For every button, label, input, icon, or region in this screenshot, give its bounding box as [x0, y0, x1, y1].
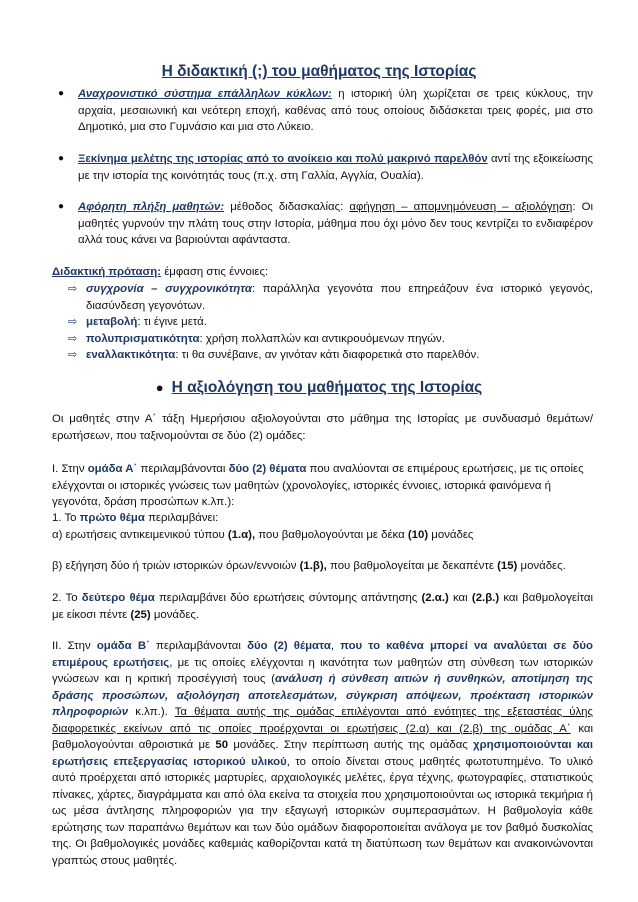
bullet-dot-icon: ● — [58, 88, 65, 99]
bullet-item-2 — [52, 151, 593, 184]
text-span: , το οποίο δίνεται στους μαθητές φωτοτυπημένο. Το υλικό αυτό προέρχεται από ιστορικές μαρτυρίες, αρχαιολογικές μελέτες, έργα τέχνης, φωτογραφίες, στατιστικούς πίνακες, χάρτες, διαγράμματα και από όλα εκείνα τα στοιχεία που χρησιμοποιούνται ως ιστορικά τεκμήρια ή ως μέσα άντλησης πληροφοριών για την εξαγωγή ιστορικών συμπερασμάτων. Η βαθμολογία κάθε ερώτησης των παραπάνω θεμάτων και των δύο ομάδων διαφοροποιείται ανάλογα με τον βαθμό δυσκολίας της. Οι βαθμολογικές μονάδες καθεμιάς καθορίζονται κατά τη διατύπωση των θεμάτων και ανακοινώνονται γραπτώς στους μαθητές. — [52, 755, 593, 867]
intro-paragraph: Οι μαθητές στην Α΄ τάξη Ημερήσιου αξιολογούνται στο μάθημα της Ιστορίας με συνδυασμό θεμάτων/ερωτήσεων, που ταξινομούνται σε δύο (2) ομάδες: — [52, 413, 593, 442]
text-span: περιλαμβάνει δύο ερωτήσεις σύντομης απάντησης — [154, 592, 422, 604]
text-span: Ι. Στην — [52, 463, 88, 475]
arrow-right-icon: ⇨ — [68, 283, 78, 295]
bullet-lead: Αφόρητη πλήξη μαθητών: — [78, 201, 225, 213]
concept-term: εναλλακτικότητα — [86, 349, 176, 361]
bullet-lead: Ξεκίνημα μελέτης της ιστορίας από το ανοίκειο και πολύ μακρινό παρελθόν — [78, 153, 488, 165]
group-a-item-2 — [52, 590, 593, 623]
group-b-paragraph — [52, 638, 593, 869]
arrow-right-icon: ⇨ — [68, 316, 78, 328]
text-span: (25) — [130, 608, 151, 621]
text-span: β) εξήγηση δύο ή τριών ιστορικών όρων/εννοιών — [52, 560, 300, 572]
group-a-item-1a — [52, 527, 593, 544]
text-span: μονάδες. Στην περίπτωση αυτής της ομάδας — [228, 739, 474, 751]
concept-text: : τι θα συνέβαινε, αν γινόταν κάτι διαφορετικά στο παρελθόν. — [175, 349, 480, 361]
text-span: (10) — [407, 529, 429, 541]
text-span: δύο (2) θέματα — [247, 640, 331, 652]
bullet-underlined-text: αφήγηση – απομνημόνευση – αξιολόγηση — [349, 201, 573, 213]
text-span: και — [448, 592, 472, 604]
bullet-item-1 — [52, 86, 593, 136]
text-span: περιλαμβάνονται — [137, 463, 229, 475]
text-span: (2.α.) — [421, 592, 449, 604]
bullet-dot-icon: ● — [58, 153, 65, 164]
text-span: δύο (2) θέματα — [228, 463, 307, 475]
concept-item-2 — [68, 314, 593, 331]
text-span: , — [330, 640, 341, 652]
text-span: ΙΙ. Στην — [52, 640, 97, 652]
text-span: που το καθένα μπορεί να αναλύεται σε δύο επιμέρους ερωτήσεις — [52, 640, 593, 669]
concept-item-1 — [68, 281, 593, 314]
group-b-label: ομάδα Β΄ — [96, 640, 150, 652]
text-span: πρώτο θέμα — [79, 512, 145, 524]
text-span: 1. Το — [52, 512, 80, 524]
text-span: 50 — [215, 739, 229, 751]
text-span: 2. Το — [52, 592, 82, 604]
text-span: περιλαμβάνονται — [149, 640, 248, 652]
bullet-item-3 — [52, 199, 593, 249]
text-span: που βαθμολογείται με δεκαπέντε — [326, 560, 498, 572]
bullet-text: η ιστορική ύλη χωρίζεται σε τρεις κύκλους, την αρχαία, μεσαιωνική και νεότερη εποχή, καθένας από τους οποίους διδάσκεται τρεις φορές, μια στο Δημοτικό, μια στο Γυμνάσιο και μια στο Λύκειο. — [78, 88, 593, 133]
text-span: που αναλύονται σε επιμέρους ερωτήσεις, με τις οποίες ελέγχονται οι ιστορικές γνώσεις των μαθητών (χρονολογίες, ιστορικές έννοιες, ιστορικά φαινόμενα ή γεγονότα, δράση προσώπων κ.λπ.): — [52, 463, 584, 508]
group-a-paragraph — [52, 461, 593, 511]
group-a-label: ομάδα Α΄ — [87, 463, 138, 475]
text-span: (1.α), — [227, 529, 256, 541]
text-span: που βαθμολογούνται με δέκα — [255, 529, 408, 541]
text-span: κ.λπ.). — [128, 706, 175, 718]
bullet-text: μέθοδος διδασκαλίας: — [224, 201, 350, 213]
text-span: και βαθμολογούνται αθροιστικά με — [52, 722, 593, 751]
group-a-item-1b — [52, 558, 593, 575]
text-span: μονάδες. — [517, 560, 566, 572]
bullet-dot-icon: ● — [155, 380, 164, 395]
concept-item-3 — [68, 331, 593, 348]
proposal-text: έμφαση στις έννοιες: — [161, 266, 269, 278]
text-span: (1.β), — [299, 560, 327, 572]
concept-text: : τι έγινε μετά. — [137, 316, 207, 328]
concept-text: : χρήση πολλαπλών και αντικρουόμενων πηγών. — [199, 333, 445, 345]
section-title — [0, 378, 638, 398]
text-span: δεύτερο θέμα — [81, 592, 155, 604]
text-span: ανάλυση ή σύνθεση αιτιών ή συνθηκών, αποτίμηση της δράσης προσώπων, αξιολόγηση αποτελεσμάτων, σύγκριση απόψεων, προέκταση ιστορικών πληροφοριών — [52, 673, 593, 718]
concept-item-4 — [68, 347, 593, 364]
concept-term: συγχρονία – συγχρονικότητα — [86, 283, 252, 295]
text-span: (2.β.) — [471, 592, 500, 604]
page-title: Η διδακτική (;) του μαθήματος της Ιστορίας — [161, 63, 477, 80]
teaching-proposal — [52, 264, 593, 281]
bullet-text: : Οι μαθητές γυρνούν την πλάτη τους στην Ιστορία, μάθημα που όχι μόνο δεν τους κεντρίζει το ενδιαφέρον αλλά τους κάνει να βαριούνται αφάνταστα. — [78, 201, 594, 246]
proposal-lead: Διδακτική πρόταση: — [52, 266, 162, 278]
text-span: μονάδες. — [150, 608, 200, 621]
concept-term: πολυπρισματικότητα — [86, 333, 200, 345]
text-span: και βαθμολογείται με είκοσι πέντε — [52, 592, 593, 621]
bullet-text: αντί της εξοικείωσης με την ιστορία της κοινότητάς τους (π.χ. στη Γαλλία, Αγγλία, Ουαλία). — [78, 153, 593, 182]
group-a-item-1 — [52, 510, 593, 527]
text-span: Τα θέματα αυτής της ομάδας επιλέγονται από ενότητες της εξεταστέας ύλης διαφορετικές εκείνων από τις οποίες προέρχονται οι ερωτήσεις (2.α) και (2.β) της ομάδας Α΄ — [52, 706, 594, 735]
bullet-dot-icon: ● — [58, 201, 65, 212]
text-span: (15) — [497, 560, 518, 572]
section-title-text: Η αξιολόγηση του μαθήματος της Ιστορίας — [171, 379, 483, 396]
arrow-right-icon: ⇨ — [68, 333, 78, 345]
text-span: α) ερωτήσεις αντικειμενικού τύπου — [52, 529, 228, 541]
text-span: μονάδες — [428, 529, 474, 541]
text-span: χρησιμοποιούνται και ερωτήσεις επεξεργασίας ιστορικού υλικού — [52, 739, 593, 768]
arrow-right-icon: ⇨ — [68, 349, 78, 361]
concept-text: : παράλληλα γεγονότα που επηρεάζουν ένα ιστορικό γεγονός, διασύνδεση γεγονότων. — [86, 283, 593, 312]
concept-term: μεταβολή — [86, 316, 138, 328]
text-span: περιλαμβάνει: — [144, 512, 219, 524]
bullet-lead: Αναχρονιστικό σύστημα επάλληλων κύκλων: — [78, 88, 332, 100]
text-span: , με τις οποίες ελέγχονται η ικανότητα των μαθητών στη σύνθεση των ιστορικών γνώσεων και η κριτική προσέγγισή τους ( — [52, 656, 593, 685]
